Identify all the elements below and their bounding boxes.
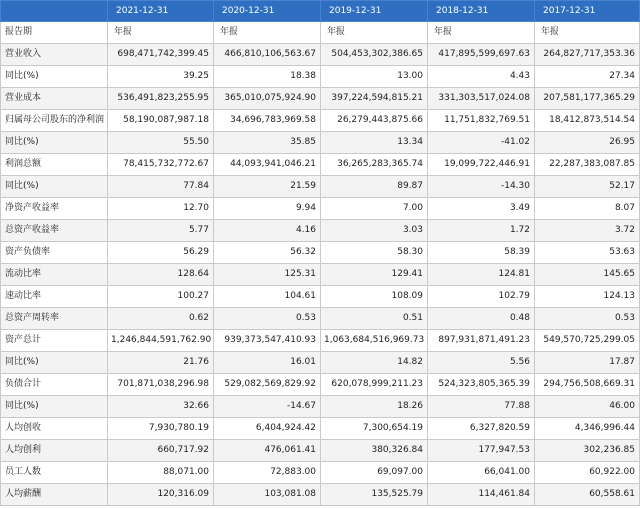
table-cell: 13.34	[321, 132, 428, 154]
table-cell: 52.17	[535, 176, 640, 198]
row-label: 总资产收益率	[1, 220, 108, 242]
table-row	[1, 418, 640, 440]
table-cell: 524,323,805,365.39	[428, 374, 535, 396]
column-header: 2019-12-31	[321, 1, 428, 22]
table-cell: 77.88	[428, 396, 535, 418]
table-cell: 0.53	[535, 308, 640, 330]
table-cell: 145.65	[535, 264, 640, 286]
row-label: 人均薪酬	[1, 484, 108, 506]
row-label: 营业收入	[1, 44, 108, 66]
table-cell: 504,453,302,386.65	[321, 44, 428, 66]
table-cell: 9.94	[214, 198, 321, 220]
table-cell: 365,010,075,924.90	[214, 88, 321, 110]
row-label: 资产负债率	[1, 242, 108, 264]
table-cell: 4.43	[428, 66, 535, 88]
table-cell: 46.00	[535, 396, 640, 418]
table-row	[1, 22, 640, 44]
table-cell: 120,316.09	[108, 484, 214, 506]
table-cell: 14.82	[321, 352, 428, 374]
table-cell: 5.56	[428, 352, 535, 374]
table-cell: 13.00	[321, 66, 428, 88]
table-cell: 年报	[108, 22, 214, 44]
table-cell: 417,895,599,697.63	[428, 44, 535, 66]
row-label: 总资产周转率	[1, 308, 108, 330]
table-row	[1, 264, 640, 286]
row-label: 同比(%)	[1, 176, 108, 198]
column-header: 2018-12-31	[428, 1, 535, 22]
table-row	[1, 484, 640, 506]
table-cell: 104.61	[214, 286, 321, 308]
table-cell: 19,099,722,446.91	[428, 154, 535, 176]
table-cell: 0.53	[214, 308, 321, 330]
table-cell: 102.79	[428, 286, 535, 308]
table-cell: 660,717.92	[108, 440, 214, 462]
table-cell: 16.01	[214, 352, 321, 374]
table-cell: 3.49	[428, 198, 535, 220]
table-cell: 12.70	[108, 198, 214, 220]
table-cell: 476,061.41	[214, 440, 321, 462]
table-cell: 18.38	[214, 66, 321, 88]
table-row	[1, 44, 640, 66]
table-cell: 0.62	[108, 308, 214, 330]
table-cell: 331,303,517,024.08	[428, 88, 535, 110]
table-cell: 549,570,725,299.05	[535, 330, 640, 352]
table-cell: 264,827,717,353.36	[535, 44, 640, 66]
table-cell: 100.27	[108, 286, 214, 308]
table-cell: 124.81	[428, 264, 535, 286]
table-row	[1, 132, 640, 154]
table-cell: 701,871,038,296.98	[108, 374, 214, 396]
table-cell: 44,093,941,046.21	[214, 154, 321, 176]
row-label: 流动比率	[1, 264, 108, 286]
table-row	[1, 110, 640, 132]
table-cell: 72,883.00	[214, 462, 321, 484]
table-cell: 17.87	[535, 352, 640, 374]
table-cell: 6,404,924.42	[214, 418, 321, 440]
table-row	[1, 462, 640, 484]
table-cell: 294,756,508,669.31	[535, 374, 640, 396]
table-cell: 5.77	[108, 220, 214, 242]
table-cell: 21.76	[108, 352, 214, 374]
table-cell: 26,279,443,875.66	[321, 110, 428, 132]
row-label: 营业成本	[1, 88, 108, 110]
table-cell: 27.34	[535, 66, 640, 88]
table-cell: 18,412,873,514.54	[535, 110, 640, 132]
row-label: 同比(%)	[1, 396, 108, 418]
table-cell: 21.59	[214, 176, 321, 198]
table-cell: 698,471,742,399.45	[108, 44, 214, 66]
table-cell: -41.02	[428, 132, 535, 154]
table-cell: 年报	[535, 22, 640, 44]
row-label: 利润总额	[1, 154, 108, 176]
table-cell: 1,063,684,516,969.73	[321, 330, 428, 352]
row-label: 净资产收益率	[1, 198, 108, 220]
column-header: 2021-12-31	[108, 1, 214, 22]
table-row	[1, 66, 640, 88]
table-cell: 466,810,106,563.67	[214, 44, 321, 66]
table-cell: 35.85	[214, 132, 321, 154]
table-row	[1, 308, 640, 330]
header-row	[1, 1, 640, 22]
table-cell: 36,265,283,365.74	[321, 154, 428, 176]
table-cell: 7.00	[321, 198, 428, 220]
table-cell: 3.03	[321, 220, 428, 242]
table-cell: 58,190,087,987.18	[108, 110, 214, 132]
table-row	[1, 176, 640, 198]
table-row	[1, 330, 640, 352]
table-row	[1, 242, 640, 264]
column-header	[1, 1, 108, 22]
table-cell: 103,081.08	[214, 484, 321, 506]
row-label: 归属母公司股东的净利润	[1, 110, 108, 132]
table-cell: 年报	[321, 22, 428, 44]
table-cell: 124.13	[535, 286, 640, 308]
table-cell: 58.30	[321, 242, 428, 264]
table-row	[1, 440, 640, 462]
table-cell: 60,922.00	[535, 462, 640, 484]
table-cell: 939,373,547,410.93	[214, 330, 321, 352]
row-label: 资产总计	[1, 330, 108, 352]
table-cell: 77.84	[108, 176, 214, 198]
row-label: 员工人数	[1, 462, 108, 484]
table-cell: 66,041.00	[428, 462, 535, 484]
row-label: 人均创收	[1, 418, 108, 440]
row-label: 同比(%)	[1, 66, 108, 88]
row-label: 人均创利	[1, 440, 108, 462]
table-cell: 0.48	[428, 308, 535, 330]
table-cell: -14.67	[214, 396, 321, 418]
table-cell: 88,071.00	[108, 462, 214, 484]
table-cell: 0.51	[321, 308, 428, 330]
table-cell: 34,696,783,969.58	[214, 110, 321, 132]
table-cell: 7,300,654.19	[321, 418, 428, 440]
table-cell: 58.39	[428, 242, 535, 264]
table-row	[1, 88, 640, 110]
row-label: 同比(%)	[1, 132, 108, 154]
row-label: 报告期	[1, 22, 108, 44]
table-cell: 128.64	[108, 264, 214, 286]
row-label: 同比(%)	[1, 352, 108, 374]
table-cell: -14.30	[428, 176, 535, 198]
table-cell: 125.31	[214, 264, 321, 286]
table-cell: 18.26	[321, 396, 428, 418]
table-cell: 620,078,999,211.23	[321, 374, 428, 396]
table-cell: 1.72	[428, 220, 535, 242]
table-cell: 89.87	[321, 176, 428, 198]
table-cell: 年报	[428, 22, 535, 44]
table-cell: 4.16	[214, 220, 321, 242]
table-cell: 529,082,569,829.92	[214, 374, 321, 396]
table-cell: 397,224,594,815.21	[321, 88, 428, 110]
table-cell: 7,930,780.19	[108, 418, 214, 440]
table-row	[1, 374, 640, 396]
table-row	[1, 352, 640, 374]
table-cell: 26.95	[535, 132, 640, 154]
table-cell: 536,491,823,255.95	[108, 88, 214, 110]
column-header: 2020-12-31	[214, 1, 321, 22]
table-cell: 53.63	[535, 242, 640, 264]
table-cell: 129.41	[321, 264, 428, 286]
table-cell: 114,461.84	[428, 484, 535, 506]
table-cell: 8.07	[535, 198, 640, 220]
table-cell: 56.32	[214, 242, 321, 264]
table-cell: 380,326.84	[321, 440, 428, 462]
row-label: 负债合计	[1, 374, 108, 396]
table-cell: 177,947.53	[428, 440, 535, 462]
table-cell: 6,327,820.59	[428, 418, 535, 440]
row-label: 速动比率	[1, 286, 108, 308]
table-cell: 年报	[214, 22, 321, 44]
table-cell: 108.09	[321, 286, 428, 308]
table-row	[1, 396, 640, 418]
table-cell: 135,525.79	[321, 484, 428, 506]
table-cell: 32.66	[108, 396, 214, 418]
table-cell: 897,931,871,491.23	[428, 330, 535, 352]
table-cell: 4,346,996.44	[535, 418, 640, 440]
table-cell: 55.50	[108, 132, 214, 154]
table-cell: 1,246,844,591,762.90	[108, 330, 214, 352]
column-header: 2017-12-31	[535, 1, 640, 22]
table-cell: 302,236.85	[535, 440, 640, 462]
table-row	[1, 198, 640, 220]
table-cell: 3.72	[535, 220, 640, 242]
table-cell: 39.25	[108, 66, 214, 88]
table-cell: 11,751,832,769.51	[428, 110, 535, 132]
table-cell: 207,581,177,365.29	[535, 88, 640, 110]
table-cell: 78,415,732,772.67	[108, 154, 214, 176]
table-row	[1, 220, 640, 242]
table-cell: 69,097.00	[321, 462, 428, 484]
table-row	[1, 154, 640, 176]
table-cell: 60,558.61	[535, 484, 640, 506]
table-cell: 56.29	[108, 242, 214, 264]
table-cell: 22,287,383,087.85	[535, 154, 640, 176]
table-row	[1, 286, 640, 308]
